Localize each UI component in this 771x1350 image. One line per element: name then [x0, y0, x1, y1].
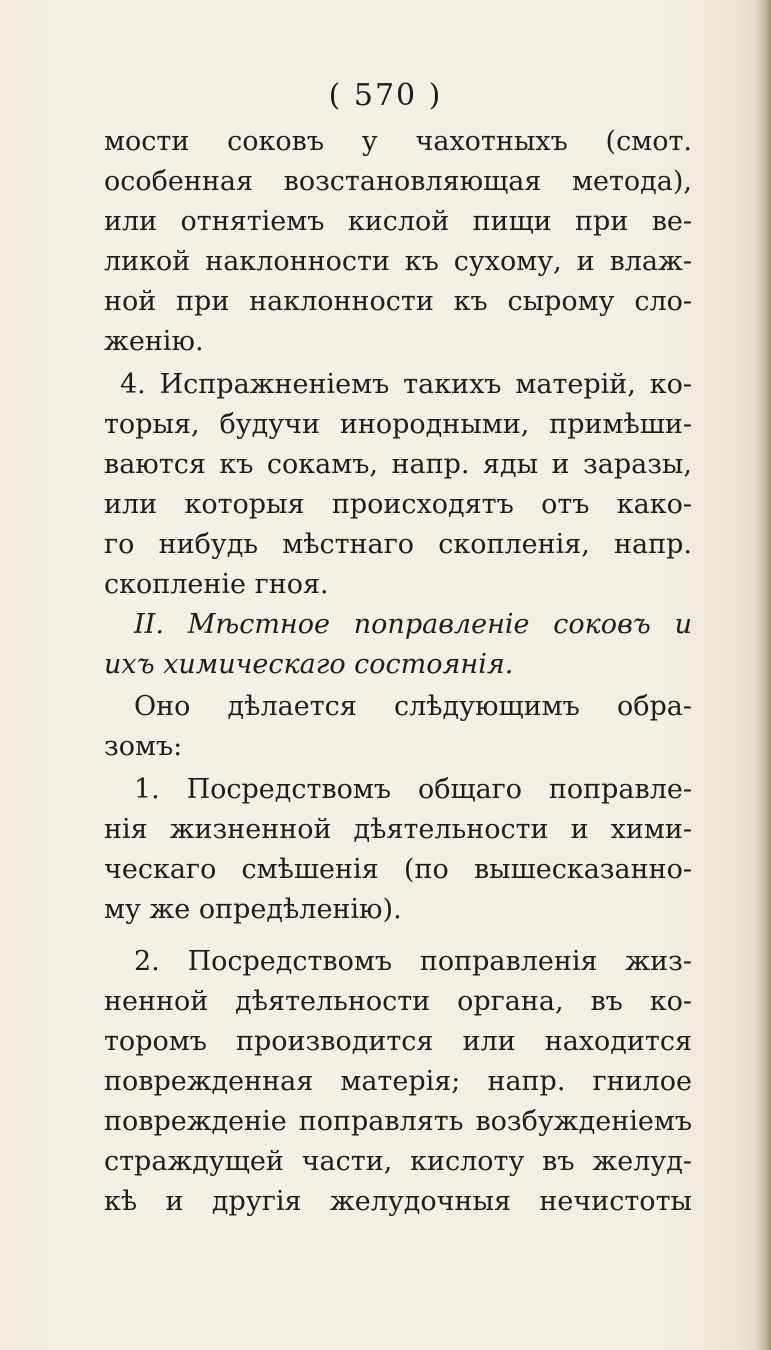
- text-line: страждущей части, кислоту въ желуд-: [104, 1146, 692, 1177]
- section-heading-continued: ихъ химическаго состоянiя.: [104, 649, 514, 680]
- numbered-item-1: 1. Посредствомъ общаго поправле-: [134, 774, 692, 805]
- text-line: ненной дѣятельности органа, въ ко-: [104, 986, 692, 1017]
- text-line: ликой наклонности къ сухому, и влаж-: [104, 246, 692, 277]
- text-line: торомъ производится или находится: [104, 1026, 692, 1057]
- text-line: поврежденная матерiя; напр. гнилое: [104, 1066, 692, 1097]
- text-line: му же опредѣленiю).: [104, 894, 402, 925]
- text-line: нiя жизненной дѣятельности и хими-: [104, 814, 692, 845]
- text-line: мости соковъ у чахотныхъ (смот.: [104, 126, 692, 157]
- numbered-item-2: 2. Посредствомъ поправленiя жиз-: [134, 946, 692, 977]
- text-line: или отнятiемъ кислой пищи при ве-: [104, 206, 692, 237]
- text-line: или которыя происходятъ отъ како-: [104, 489, 692, 520]
- text-line: го нибудь мѣстнаго скопленiя, напр.: [104, 529, 692, 560]
- text-line: особенная возстановляющая метода),: [104, 166, 692, 197]
- text-line: ческаго смѣшенiя (по вышесказанно-: [104, 854, 692, 885]
- text-line: поврежденiе поправлять возбужденiемъ: [104, 1106, 692, 1137]
- text-line: ваются къ сокамъ, напр. яды и заразы,: [104, 449, 692, 480]
- text-line: женiю.: [104, 326, 204, 357]
- section-heading-ii: II. Мѣстное поправленiе соковъ и: [134, 609, 692, 640]
- page-number: ( 570 ): [328, 78, 443, 113]
- text-line: ной при наклонности къ сырому сло-: [104, 286, 692, 317]
- page-edge-shadow: [757, 0, 771, 1350]
- paragraph-start: Оно дѣлается слѣдующимъ обра-: [134, 691, 692, 722]
- numbered-item-4: 4. Испражненiемъ такихъ матерiй, ко-: [120, 369, 692, 400]
- text-line: торыя, будучи инородными, примѣши-: [104, 409, 692, 440]
- text-line: скопленiе гноя.: [104, 569, 329, 600]
- text-line: кѣ и другiя желудочныя нечистоты: [104, 1186, 692, 1217]
- text-line: зомъ:: [104, 731, 183, 762]
